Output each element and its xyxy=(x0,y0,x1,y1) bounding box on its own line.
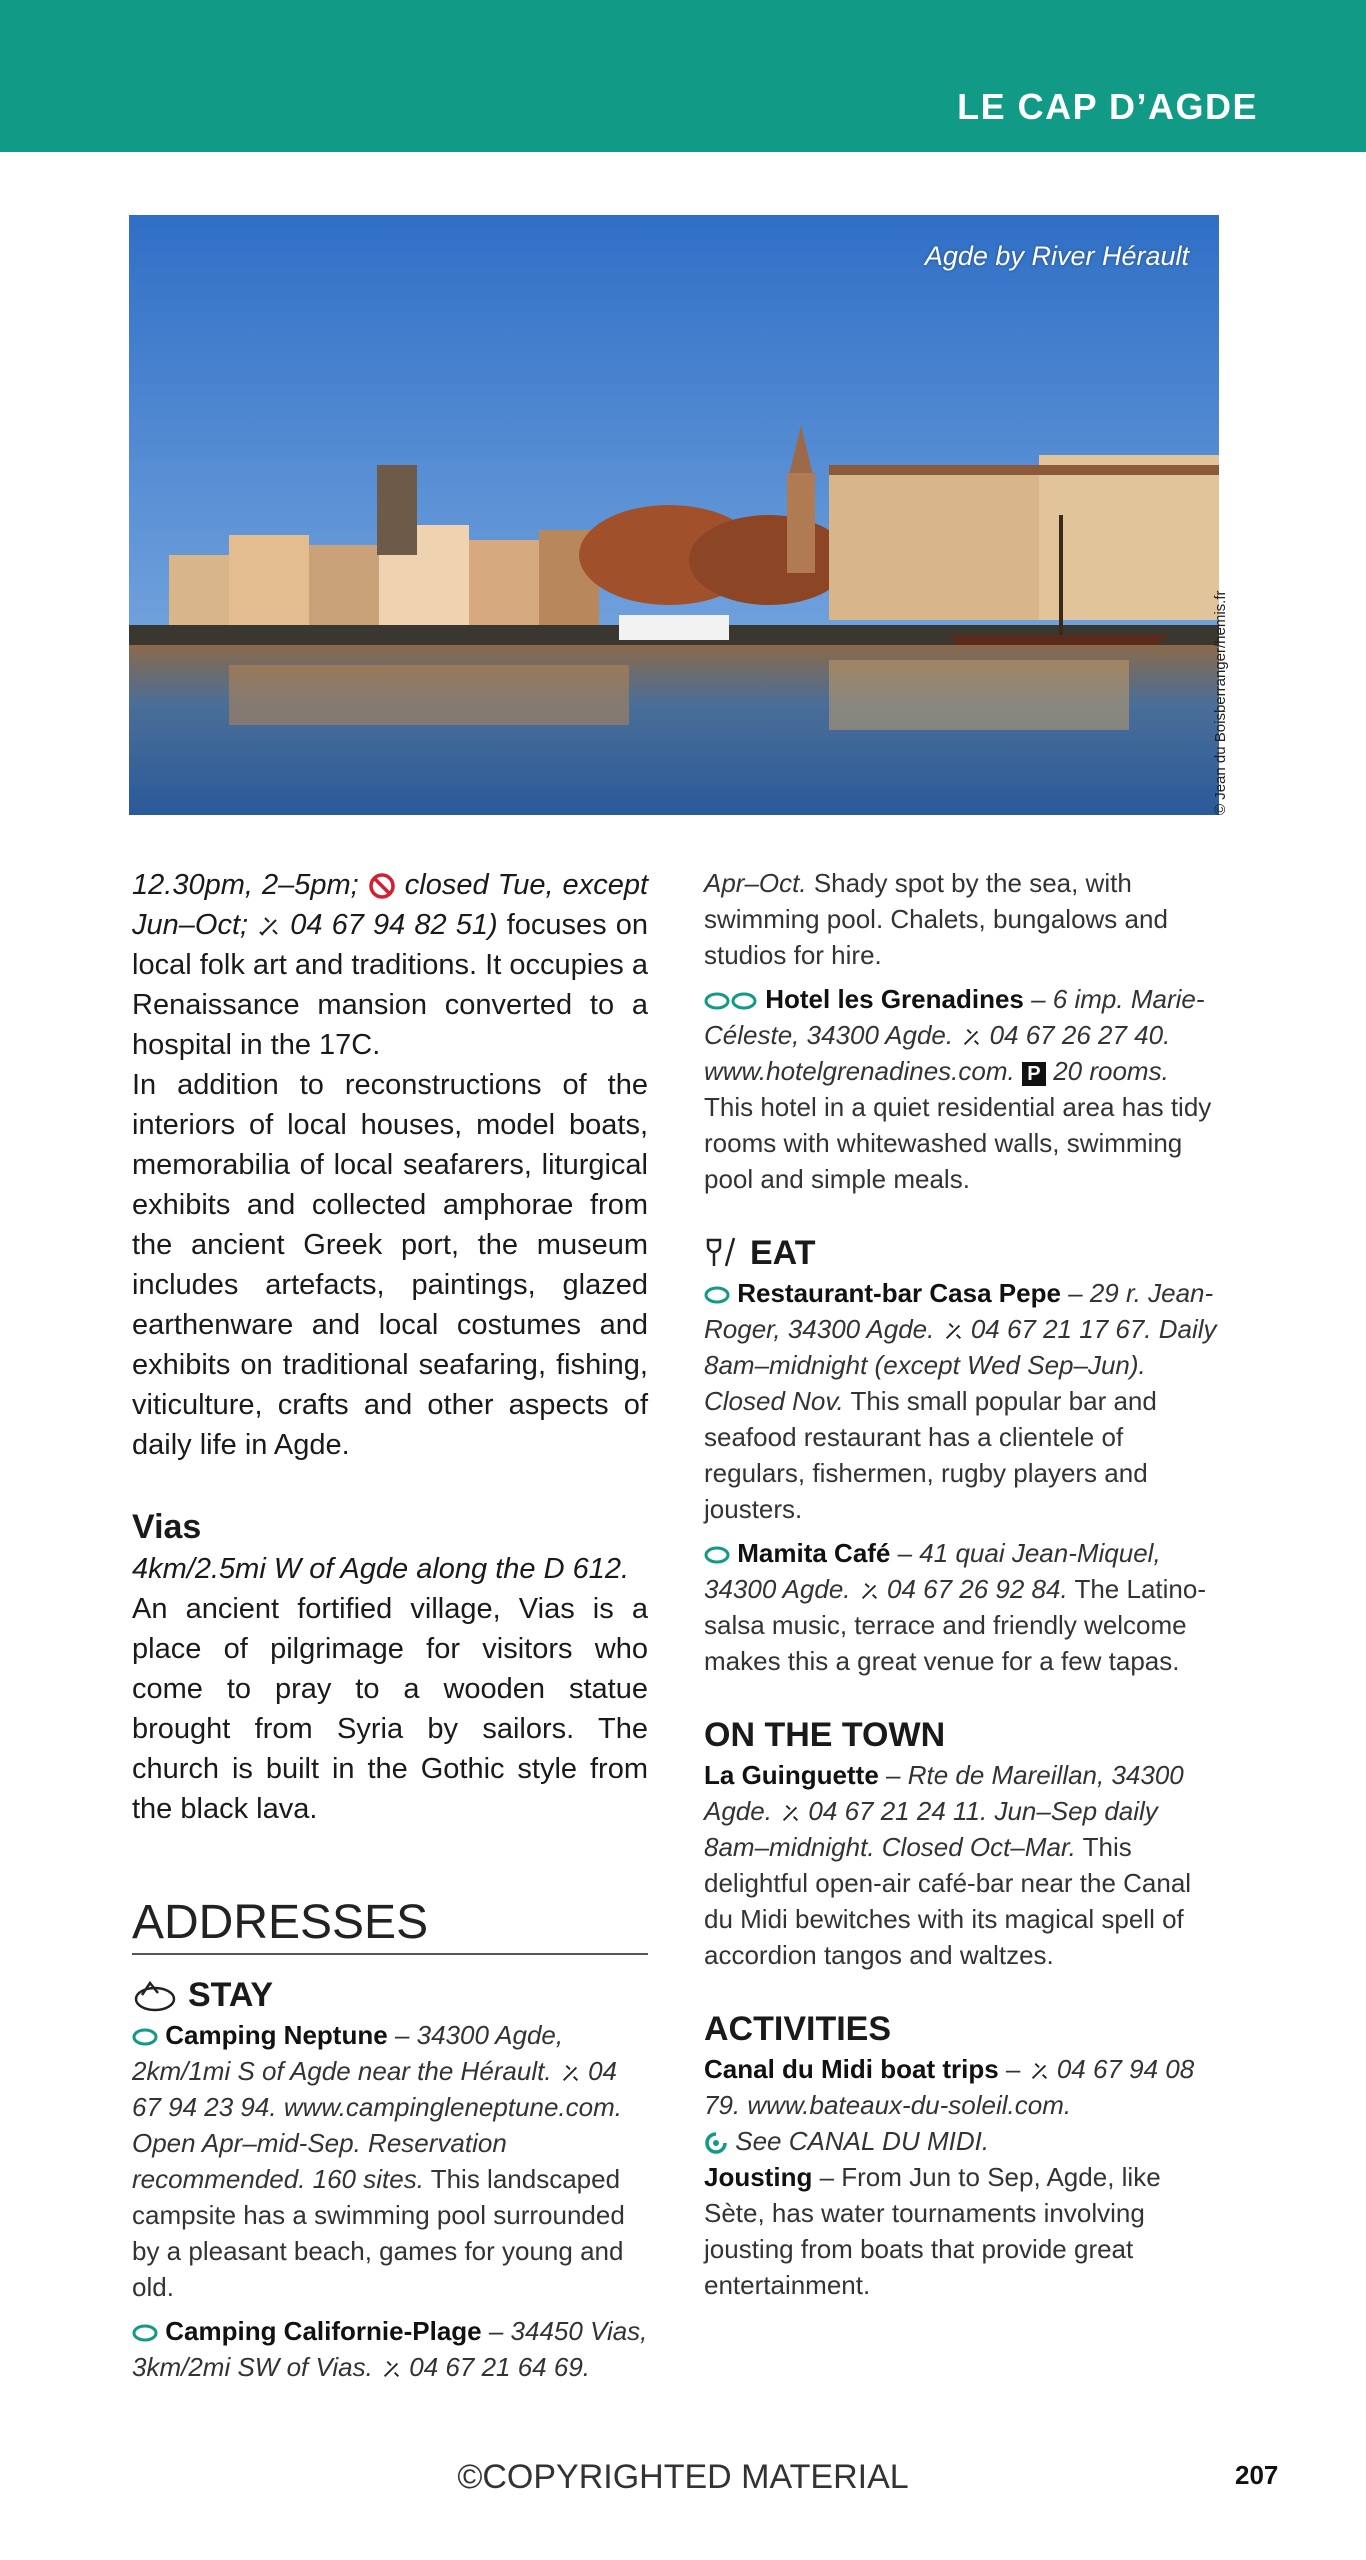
boat-trips-dash: – xyxy=(1005,2054,1021,2084)
guinguette-name: La Guinguette xyxy=(704,1760,879,1790)
hotel-desc: This hotel in a quiet residential area has tidy rooms with whitewashed walls, swimming pool and simple meals. xyxy=(704,1092,1212,1194)
eat-heading xyxy=(704,1231,1224,1275)
phone-icon xyxy=(1028,2060,1050,2082)
casa-pepe-entry xyxy=(704,1275,1224,1527)
camping-neptune-entry xyxy=(132,2017,648,2305)
camping-neptune-name: Camping Neptune xyxy=(165,2020,388,2050)
mamita-name: Mamita Café xyxy=(737,1538,891,1568)
closed-text: closed Tue, except Jun–Oct; xyxy=(132,869,649,941)
mamita-details: – 41 quai Jean-Miquel, 34300 Agde. xyxy=(704,1538,1161,1604)
hotel-grenadines-entry xyxy=(704,981,1224,1197)
guinguette-entry xyxy=(704,1757,1224,1973)
stay-title: STAY xyxy=(188,1976,274,2014)
vias-text: An ancient fortified village, Vias is a place of pilgrimage for visitors who come to pray to a wooden statue brought from Syria by sailors. The church is built in the Gothic style from the black lava. xyxy=(132,1593,648,1825)
boat-trips-phone: 04 67 94 08 79. xyxy=(704,2054,1195,2120)
casa-pepe-extra: Daily 8am–midnight (except Wed Sep–Jun). Closed Nov. xyxy=(704,1314,1217,1416)
phone-icon xyxy=(559,2062,581,2084)
chapter-title: LE CAP D’AGDE xyxy=(957,86,1258,127)
price-coins-icon xyxy=(704,992,758,1010)
header-bar xyxy=(0,0,1366,152)
casa-pepe-desc: This small popular bar and seafood restaurant has a clientele of regulars, fishermen, rugby players and jousters. xyxy=(704,1386,1157,1524)
camping-neptune-extra: www.campingleneptune.com. Open Apr–mid-Sep. Reservation recommended. 160 sites. xyxy=(132,2092,622,2194)
copyright-footer: ©COPYRIGHTED MATERIAL xyxy=(457,2458,909,2496)
photo-caption: Agde by River Hérault xyxy=(924,241,1189,271)
camping-neptune-desc: This landscaped campsite has a swimming pool surrounded by a pleasant beach, games for young and old. xyxy=(132,2164,625,2302)
casa-pepe-phone: 04 67 21 17 67. xyxy=(970,1314,1152,1344)
right-column xyxy=(704,865,1224,2303)
photo-illustration xyxy=(129,215,1219,815)
mamita-entry xyxy=(704,1535,1224,1679)
guinguette-extra: Jun–Sep daily 8am–midnight. Closed Oct–Mar. xyxy=(704,1796,1158,1862)
activities-title: ACTIVITIES xyxy=(704,2010,892,2048)
see-canal-du-midi[interactable]: See CANAL DU MIDI. xyxy=(735,2126,990,2156)
hotel-details: – 6 imp. Marie-Céleste, 34300 Agde. xyxy=(704,984,1205,1050)
phone-icon xyxy=(942,1320,964,1342)
camping-californie-entry xyxy=(132,2313,648,2385)
camping-neptune-details: – 34300 Agde, 2km/1mi S of Agde near the Hérault. xyxy=(132,2020,564,2086)
museum-paragraph xyxy=(132,865,648,1065)
casa-pepe-details: – 29 r. Jean-Roger, 34300 Agde. xyxy=(704,1278,1214,1344)
guinguette-phone: 04 67 21 24 11. xyxy=(808,1796,988,1826)
phone-icon xyxy=(858,1580,880,1602)
see-also-icon xyxy=(704,2131,728,2155)
californie-season: Apr–Oct. xyxy=(704,868,807,898)
phone-icon xyxy=(960,1026,982,1048)
hotel-web: www.hotelgrenadines.com. xyxy=(704,1056,1015,1086)
closed-icon xyxy=(368,872,396,900)
museum-paragraph-2: In addition to reconstructions of the interiors of local houses, model boats, memorabilia of local seafarers, liturgical exhibits and collected amphorae from the ancient Greek port, the museum includes artefacts, paintings, glazed earthenware and local costumes and exhibits on traditional seafaring, fishing, viticulture, crafts and other aspects of daily life in Agde. xyxy=(132,1069,648,1461)
jousting-desc: – From Jun to Sep, Agde, like Sète, has water tournaments involving jousting from boats that provide great entertainment. xyxy=(704,2162,1161,2300)
hotel-name: Hotel les Grenadines xyxy=(765,984,1024,1014)
eat-icon xyxy=(704,1236,740,1270)
photo-credit: © Jean du Boisberranger/hemis.fr xyxy=(1212,590,1229,815)
phone-icon xyxy=(779,1802,801,1824)
left-column xyxy=(132,865,648,2385)
boat-trips-entry xyxy=(704,2051,1224,2303)
camping-californie-name: Camping Californie-Plage xyxy=(165,2316,482,2346)
casa-pepe-name: Restaurant-bar Casa Pepe xyxy=(737,1278,1061,1308)
eat-title: EAT xyxy=(750,1234,816,1272)
agde-river-photo xyxy=(129,215,1219,815)
camping-californie-cont xyxy=(704,865,1224,973)
stay-heading xyxy=(132,1973,648,2017)
mamita-desc: The Latino-salsa music, terrace and friendly welcome makes this a great venue for a few tapas. xyxy=(704,1574,1206,1676)
open-hours: 12.30pm, 2–5pm; xyxy=(132,869,359,901)
vias-title: Vias xyxy=(132,1508,202,1546)
stay-icon xyxy=(132,1977,178,2013)
price-coin-icon xyxy=(704,1286,730,1304)
hotel-rooms: 20 rooms. xyxy=(1053,1056,1169,1086)
hotel-phone: 04 67 26 27 40. xyxy=(989,1020,1171,1050)
phone-icon xyxy=(380,2358,402,2380)
museum-phone: 04 67 94 82 51) xyxy=(290,909,498,941)
addresses-title: ADDRESSES xyxy=(132,1896,429,1949)
price-coin-icon xyxy=(132,2324,158,2342)
camping-californie-details: – 34450 Vias, 3km/2mi SW of Vias. xyxy=(132,2316,648,2382)
californie-desc: Shady spot by the sea, with swimming pool. Chalets, bungalows and studios for hire. xyxy=(704,868,1168,970)
parking-icon: P xyxy=(1022,1062,1046,1086)
boat-trips-name: Canal du Midi boat trips xyxy=(704,2054,999,2084)
camping-neptune-phone: 04 67 94 23 94. xyxy=(132,2056,617,2122)
price-coin-icon xyxy=(132,2028,158,2046)
camping-californie-phone: 04 67 21 64 69. xyxy=(409,2352,590,2382)
price-coin-icon xyxy=(704,1546,730,1564)
jousting-name: Jousting xyxy=(704,2162,813,2192)
boat-trips-web: www.bateaux-du-soleil.com. xyxy=(747,2090,1072,2120)
page-number: 207 xyxy=(1235,2460,1279,2490)
mamita-phone: 04 67 26 92 84. xyxy=(886,1574,1068,1604)
museum-desc: focuses on local folk art and traditions. It occupies a Renaissance mansion converted to a hospital in the 17C. xyxy=(132,909,649,1061)
vias-location: 4km/2.5mi W of Agde along the D 612. xyxy=(132,1553,630,1585)
phone-icon xyxy=(257,914,281,938)
town-title: ON THE TOWN xyxy=(704,1716,946,1754)
guinguette-desc: This delightful open-air café-bar near the Canal du Midi bewitches with its magical spell of accordion tangos and waltzes. xyxy=(704,1832,1192,1970)
guinguette-details: – Rte de Mareillan, 34300 Agde. xyxy=(704,1760,1184,1826)
